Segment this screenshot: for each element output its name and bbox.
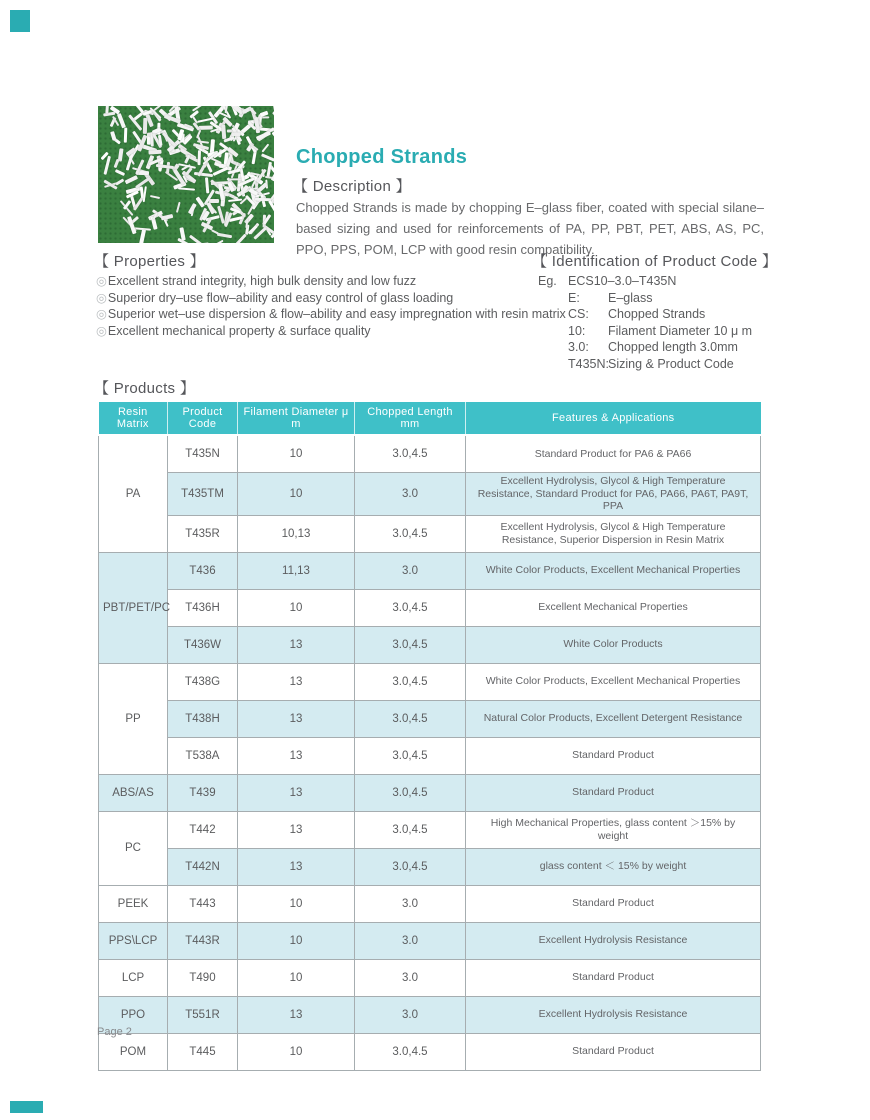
table-row [99,700,761,737]
table-row [99,589,761,626]
resin-matrix-cell: LCP [99,959,168,996]
product-code-cell: T490 [168,959,238,996]
identification-key: CS: [568,307,589,321]
corner-mark-bottom-left [10,1101,43,1113]
features-cell: White Color Products [466,626,761,663]
chopped-length-cell: 3.0 [355,996,466,1033]
identification-block [538,273,752,372]
resin-matrix-cell: PPO [99,996,168,1033]
features-cell: glass content ＜ 15% by weight [466,848,761,885]
property-item [96,290,566,307]
chopped-length-cell: 3.0,4.5 [355,848,466,885]
features-cell: Excellent Mechanical Properties [466,589,761,626]
features-cell: Standard Product [466,774,761,811]
chopped-length-cell: 3.0,4.5 [355,515,466,552]
page-number: Page 2 [97,1026,132,1038]
filament-diameter-cell: 10 [238,959,355,996]
filament-diameter-cell: 13 [238,848,355,885]
product-code-cell: T443R [168,922,238,959]
filament-diameter-cell: 13 [238,626,355,663]
features-cell: Standard Product [466,959,761,996]
features-cell: Standard Product [466,737,761,774]
identification-example-code: ECS10–3.0–T435N [568,274,677,288]
chopped-length-cell: 3.0,4.5 [355,589,466,626]
features-cell: White Color Products, Excellent Mechanical Properties [466,552,761,589]
column-header: Chopped Length mm [355,402,466,435]
table-row [99,737,761,774]
identification-example-label: Eg. [538,274,557,288]
resin-matrix-cell: PP [99,663,168,774]
corner-mark-top-left [10,10,30,32]
identification-value: Filament Diameter 10 μ m [608,323,753,338]
table-row [99,552,761,589]
features-cell: White Color Products, Excellent Mechanical Properties [466,663,761,700]
table-row [99,959,761,996]
table-row [99,663,761,700]
column-header: Filament Diameter μ m [238,402,355,435]
identification-row [538,323,752,340]
description-body: Chopped Strands is made by chopping E–glass fiber, coated with special silane–based sizing and used for reinforcements of PA, PP, PBT, PET, ABS, AS, PC, PPO, PPS, POM, LCP with good resin compatibility. [296,200,764,257]
product-code-cell: T438H [168,700,238,737]
product-photo [98,106,274,243]
ring-bullet-icon: ◎ [96,274,107,288]
chopped-length-cell: 3.0,4.5 [355,1033,466,1070]
product-code-cell: T436 [168,552,238,589]
table-row [99,885,761,922]
chopped-length-cell: 3.0,4.5 [355,737,466,774]
chopped-length-cell: 3.0,4.5 [355,663,466,700]
chopped-length-cell: 3.0,4.5 [355,774,466,811]
filament-diameter-cell: 11,13 [238,552,355,589]
product-code-cell: T439 [168,774,238,811]
products-table [98,402,761,1071]
resin-matrix-cell: PC [99,811,168,885]
column-header: Product Code [168,402,238,435]
table-row [99,922,761,959]
product-code-cell: T538A [168,737,238,774]
identification-value: Sizing & Product Code [608,356,734,371]
features-cell: Standard Product [466,1033,761,1070]
chopped-length-cell: 3.0 [355,959,466,996]
resin-matrix-cell: PBT/PET/PC [99,552,168,663]
filament-diameter-cell: 10,13 [238,515,355,552]
filament-diameter-cell: 13 [238,700,355,737]
products-heading: 【 Products 】 [94,380,196,397]
filament-diameter-cell: 10 [238,922,355,959]
identification-row [538,339,752,356]
filament-diameter-cell: 13 [238,811,355,848]
identification-heading: 【 Identification of Product Code 】 [532,253,778,270]
filament-diameter-cell: 10 [238,1033,355,1070]
resin-matrix-cell: PPS\LCP [99,922,168,959]
features-cell: Standard Product [466,885,761,922]
identification-value: Chopped Strands [608,307,706,321]
product-code-cell: T435N [168,435,238,473]
properties-list [96,273,566,339]
identification-key: 10: [568,323,586,338]
ring-bullet-icon: ◎ [96,307,107,321]
chopped-length-cell: 3.0 [355,885,466,922]
table-row [99,626,761,663]
property-item-text: Excellent strand integrity, high bulk density and low fuzz [107,274,417,288]
identification-key: 3.0: [568,340,589,354]
description-heading: 【 Description 】 [293,178,411,195]
table-row [99,774,761,811]
chopped-length-cell: 3.0 [355,473,466,516]
chopped-length-cell: 3.0,4.5 [355,435,466,473]
features-cell: Standard Product for PA6 & PA66 [466,435,761,473]
filament-diameter-cell: 13 [238,737,355,774]
table-row [99,515,761,552]
product-code-cell: T445 [168,1033,238,1070]
features-cell: High Mechanical Properties, glass content ＞15% by weight [466,811,761,848]
table-row [99,811,761,848]
product-code-cell: T435TM [168,473,238,516]
resin-matrix-cell: PEEK [99,885,168,922]
table-row [99,435,761,473]
property-item [96,306,566,323]
identification-value: E–glass [608,290,653,305]
property-item-text: Superior dry–use flow–ability and easy control of glass loading [107,290,454,305]
identification-example [538,273,752,290]
table-row [99,473,761,516]
filament-diameter-cell: 13 [238,996,355,1033]
chopped-length-cell: 3.0,4.5 [355,626,466,663]
product-code-cell: T442N [168,848,238,885]
products-table-header-row [99,402,761,435]
table-row [99,1033,761,1070]
filament-diameter-cell: 10 [238,589,355,626]
filament-diameter-cell: 13 [238,663,355,700]
product-code-cell: T442 [168,811,238,848]
chopped-length-cell: 3.0 [355,922,466,959]
property-item [96,273,566,290]
features-cell: Natural Color Products, Excellent Detergent Resistance [466,700,761,737]
resin-matrix-cell: PA [99,435,168,552]
features-cell: Excellent Hydrolysis, Glycol & High Temperature Resistance, Superior Dispersion in Resin Matrix [466,515,761,552]
product-code-cell: T551R [168,996,238,1033]
product-code-cell: T436W [168,626,238,663]
identification-row [538,356,752,373]
chopped-length-cell: 3.0 [355,552,466,589]
table-row [99,848,761,885]
identification-row [538,306,752,323]
product-code-cell: T438G [168,663,238,700]
identification-row [538,290,752,307]
features-cell: Excellent Hydrolysis Resistance [466,996,761,1033]
filament-diameter-cell: 10 [238,473,355,516]
filament-diameter-cell: 10 [238,435,355,473]
identification-value: Chopped length 3.0mm [608,340,738,354]
identification-key: T435N: [568,356,609,371]
column-header: Features & Applications [466,402,761,435]
identification-rows [538,290,752,373]
property-item-text: Excellent mechanical property & surface quality [107,323,371,338]
features-cell: Excellent Hydrolysis, Glycol & High Temperature Resistance, Standard Product for PA6, PA66, PA6T, PA9T, PPA [466,473,761,516]
filament-diameter-cell: 10 [238,885,355,922]
resin-matrix-cell: ABS/AS [99,774,168,811]
property-item-text: Superior wet–use dispersion & flow–ability and easy impregnation with resin matrix [107,307,566,321]
page-title: Chopped Strands [296,146,468,168]
filament-diameter-cell: 13 [238,774,355,811]
properties-heading: 【 Properties 】 [94,253,205,270]
resin-matrix-cell: POM [99,1033,168,1070]
property-item [96,323,566,340]
chopped-length-cell: 3.0,4.5 [355,700,466,737]
chopped-length-cell: 3.0,4.5 [355,811,466,848]
product-code-cell: T436H [168,589,238,626]
features-cell: Excellent Hydrolysis Resistance [466,922,761,959]
product-code-cell: T435R [168,515,238,552]
product-code-cell: T443 [168,885,238,922]
identification-key: E: [568,290,580,305]
table-row [99,996,761,1033]
ring-bullet-icon: ◎ [96,323,107,338]
ring-bullet-icon: ◎ [96,290,107,305]
column-header: Resin Matrix [99,402,168,435]
